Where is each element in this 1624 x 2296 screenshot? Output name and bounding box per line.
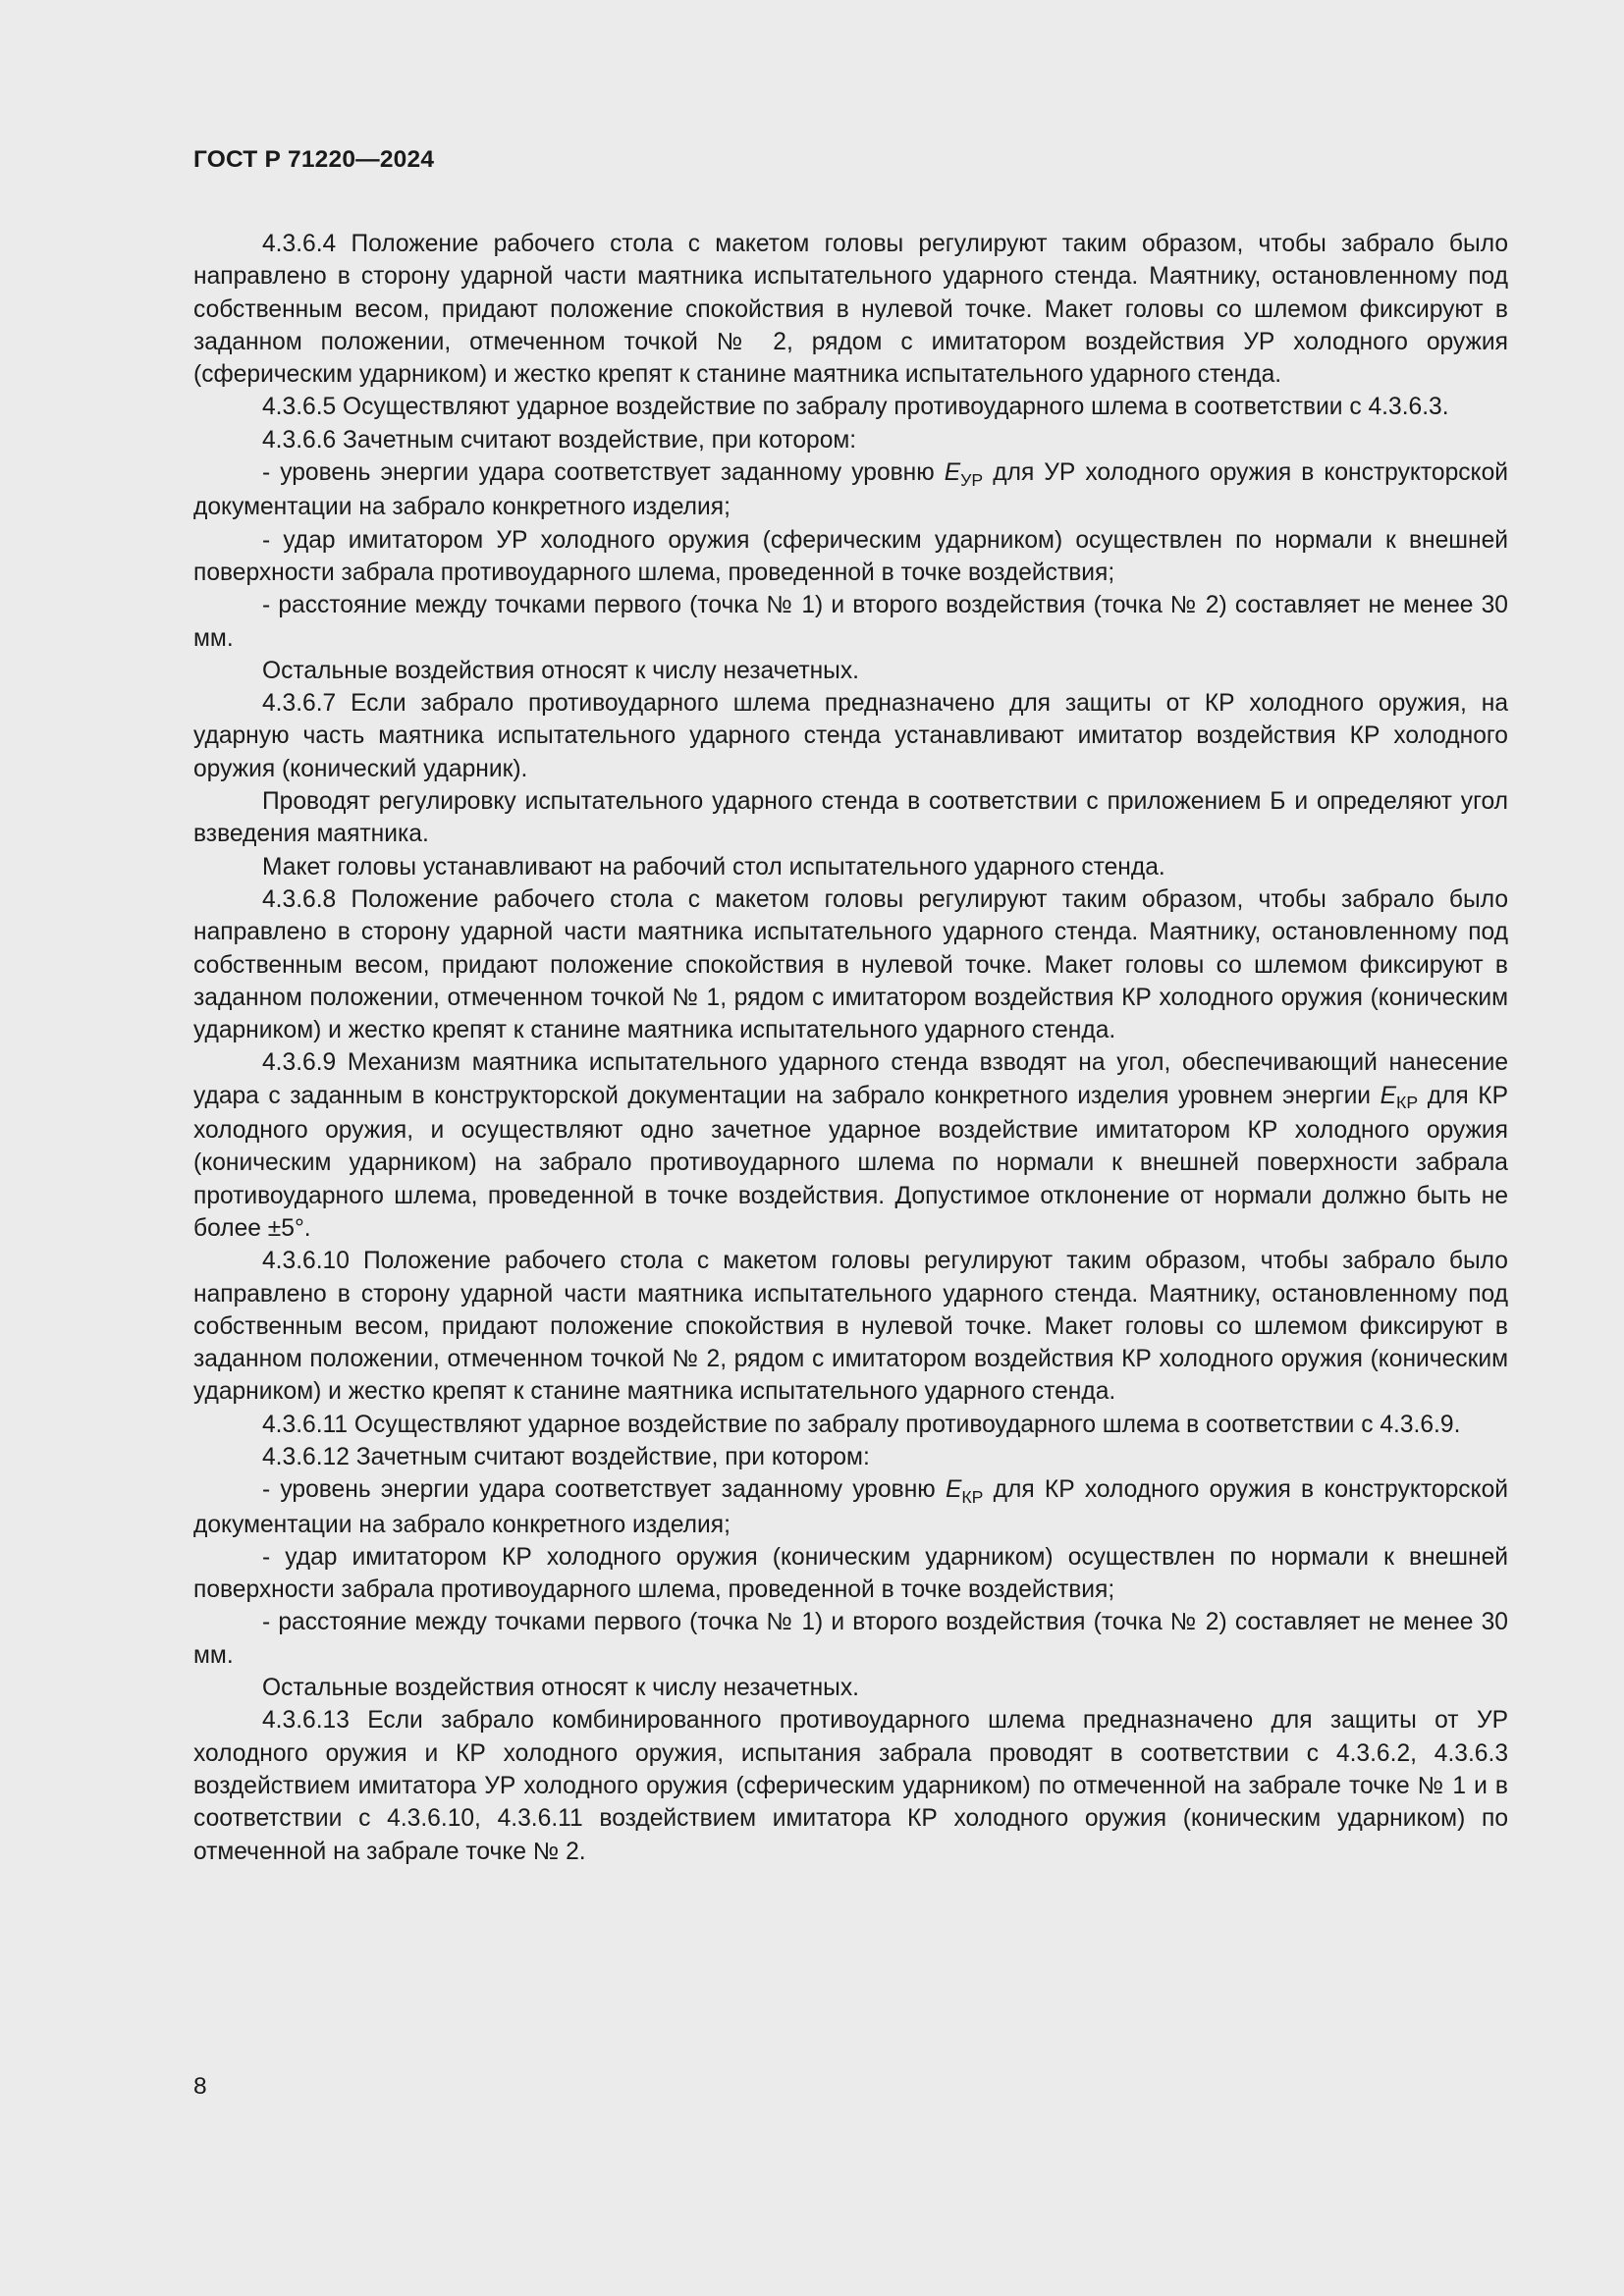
energy-subscript: КР — [961, 1486, 984, 1507]
paragraph-4-3-6-9 — [193, 1046, 1508, 1245]
page-number: 8 — [193, 2073, 207, 2100]
paragraph-other-impacts: Остальные воздействия относят к числу незачетных. — [262, 657, 859, 684]
energy-variable: E — [1380, 1082, 1397, 1109]
paragraph-4-3-6-10: 4.3.6.10 Положение рабочего стола с макетом головы регулируют таким образом, чтобы забрало было направлено в сторону ударной части маятника испытательного ударного стенда. Маятнику, остановленному под собственным весом, придают положение спокойствия в нулевой точке. Макет головы со шлемом фиксируют в заданном положении, отмеченном точкой № 2, рядом с имитатором воздействия КР холодного оружия (коническим ударником) и жестко крепят к станине маятника испытательного ударного стенда. — [193, 1248, 1508, 1406]
paragraph-4-3-6-7: 4.3.6.7 Если забрало противоударного шлема предназначено для защиты от КР холодного оружия, на ударную часть маятника испытательного ударного стенда устанавливают имитатор воздействия КР холодного оружия (конический ударник). — [193, 690, 1508, 782]
text-run: для УР холодного оружия в конструкторской документации на забрало конкретного изделия; — [193, 459, 1509, 521]
list-item-energy-level-kr — [193, 1473, 1508, 1541]
list-item-distance-points: - расстояние между точками первого (точка № 1) и второго воздействия (точка № 2) составляет не менее 30 мм. — [193, 1609, 1508, 1669]
text-run: для КР холодного оружия, и осуществляют одно зачетное ударное воздействие имитатором КР холодного оружия (коническим ударником) на забрало противоударного шлема по нормали к внешней поверхности забрала противоударного шлема, проведенной в точке воздействия. Допустимое отклонение от нормали должно быть не более ±5°. — [193, 1082, 1508, 1242]
document-code-header: ГОСТ Р 71220—2024 — [193, 146, 435, 173]
paragraph-4-3-6-13: 4.3.6.13 Если забрало комбинированного противоударного шлема предназначено для защиты от УР холодного оружия и КР холодного оружия, испытания забрала проводят в соответствии с 4.3.6.2, 4.3.6.3 воздействием имитатора УР холодного оружия (сферическим ударником) по отмеченной на забрале точке № 1 и в соответствии с 4.3.6.10, 4.3.6.11 воздействием имитатора КР холодного оружия (коническим ударником) по отмеченной на забрале точке № 2. — [193, 1707, 1508, 1865]
list-item-distance-points: - расстояние между точками первого (точка № 1) и второго воздействия (точка № 2) составляет не менее 30 мм. — [193, 592, 1508, 652]
list-item-energy-level-ur — [193, 456, 1508, 524]
paragraph-4-3-6-4: 4.3.6.4 Положение рабочего стола с макетом головы регулируют таким образом, чтобы забрало было направлено в сторону ударной части маятника испытательного ударного стенда. Маятнику, остановленному под собственным весом, придают положение спокойствия в нулевой точке. Макет головы со шлемом фиксируют в заданном положении, отмеченном точкой № 2, рядом с имитатором воздействия УР холодного оружия (сферическим ударником) и жестко крепят к станине маятника испытательного ударного стенда. — [193, 231, 1508, 389]
paragraph-other-impacts: Остальные воздействия относят к числу незачетных. — [262, 1675, 859, 1702]
energy-subscript: КР — [1396, 1093, 1419, 1113]
text-run: 4.3.6.9 Механизм маятника испытательного ударного стенда взводят на угол, обеспечивающий нанесение удара с заданным в конструкторской документации на забрало конкретного изделия уровнем энергии — [193, 1049, 1508, 1109]
paragraph-4-3-6-6: 4.3.6.6 Зачетным считают воздействие, при котором: — [262, 426, 857, 454]
text-run: - уровень энергии удара соответствует заданному уровню — [262, 459, 945, 487]
paragraph-stand-adjustment: Проводят регулировку испытательного ударного стенда в соответствии с приложением Б и определяют угол взведения маятника. — [193, 788, 1508, 848]
energy-variable: E — [944, 459, 961, 487]
paragraph-4-3-6-11: 4.3.6.11 Осуществляют ударное воздействие по забралу противоударного шлема в соответствии с 4.3.6.9. — [262, 1411, 1461, 1438]
paragraph-head-mount: Макет головы устанавливают на рабочий стол испытательного ударного стенда. — [262, 853, 1165, 881]
list-item-impact-normal-kr: - удар имитатором КР холодного оружия (коническим ударником) осуществлен по нормали к внешней поверхности забрала противоударного шлема, проведенной в точке воздействия; — [193, 1543, 1508, 1604]
list-item-impact-normal-ur: - удар имитатором УР холодного оружия (сферическим ударником) осуществлен по нормали к внешней поверхности забрала противоударного шлема, проведенной в точке воздействия; — [193, 526, 1508, 586]
text-run: - уровень энергии удара соответствует заданному уровню — [262, 1476, 946, 1504]
energy-subscript: УР — [960, 469, 984, 490]
document-body — [193, 228, 1508, 1868]
paragraph-4-3-6-8: 4.3.6.8 Положение рабочего стола с макетом головы регулируют таким образом, чтобы забрало было направлено в сторону ударной части маятника испытательного ударного стенда. Маятнику, остановленному под собственным весом, придают положение спокойствия в нулевой точке. Макет головы со шлемом фиксируют в заданном положении, отмеченном точкой № 1, рядом с имитатором воздействия КР холодного оружия (коническим ударником) и жестко крепят к станине маятника испытательного ударного стенда. — [193, 885, 1508, 1044]
paragraph-4-3-6-5: 4.3.6.5 Осуществляют ударное воздействие по забралу противоударного шлема в соответствии с 4.3.6.3. — [262, 394, 1449, 421]
energy-variable: E — [945, 1476, 962, 1504]
paragraph-4-3-6-12: 4.3.6.12 Зачетным считают воздействие, при котором: — [262, 1443, 870, 1470]
text-run: для КР холодного оружия в конструкторской документации на забрало конкретного изделия; — [193, 1476, 1509, 1538]
